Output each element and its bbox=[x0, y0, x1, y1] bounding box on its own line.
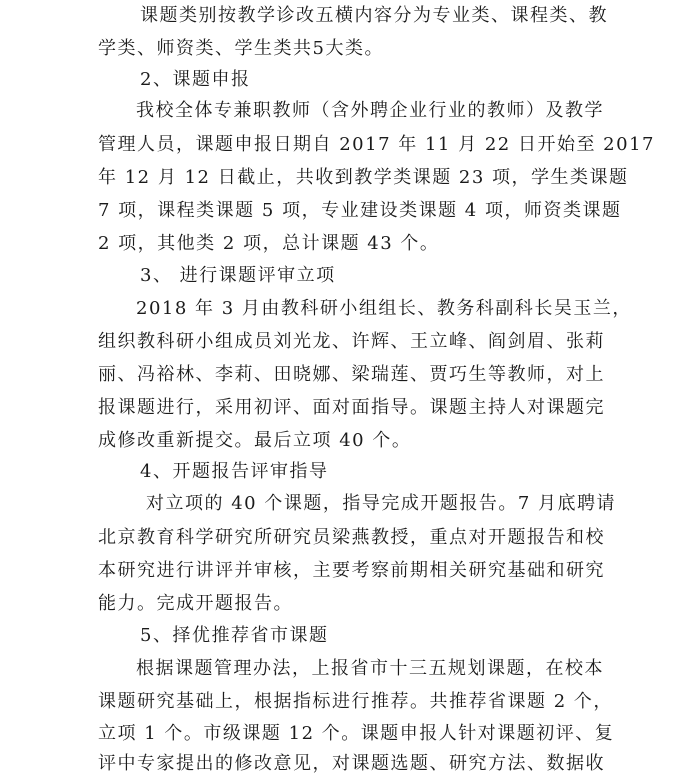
paragraph-line: 管理人员，课题申报日期自 2017 年 11 月 22 日开始至 2017 bbox=[98, 134, 655, 155]
paragraph-line: 对立项的 40 个课题，指导完成开题报告。7 月底聘请 bbox=[146, 493, 617, 514]
section-heading: 4、开题报告评审指导 bbox=[140, 461, 329, 482]
paragraph-line: 2018 年 3 月由教科研小组组长、教务科副科长吴玉兰， bbox=[136, 298, 632, 319]
paragraph-line: 2 项，其他类 2 项，总计课题 43 个。 bbox=[98, 233, 440, 254]
paragraph-line: 本研究进行讲评并审核，主要考察前期相关研究基础和研究 bbox=[98, 560, 605, 581]
paragraph-line: 我校全体专兼职教师（含外聘企业行业的教师）及教学 bbox=[136, 100, 604, 121]
paragraph-line: 根据课题管理办法，上报省市十三五规划课题，在校本 bbox=[136, 658, 604, 679]
paragraph-line: 能力。完成开题报告。 bbox=[98, 593, 293, 614]
paragraph-line: 评中专家提出的修改意见，对课题选题、研究方法、数据收 bbox=[98, 753, 605, 774]
paragraph-line: 北京教育科学研究所研究员梁燕教授，重点对开题报告和校 bbox=[98, 527, 605, 548]
paragraph-line: 7 项，课程类课题 5 项，专业建设类课题 4 项，师资类课题 bbox=[98, 200, 622, 221]
section-heading: 5、择优推荐省市课题 bbox=[140, 625, 329, 646]
paragraph-line: 年 12 月 12 日截止，共收到教学类课题 23 项，学生类课题 bbox=[98, 167, 629, 188]
paragraph-line: 丽、冯裕林、李莉、田晓娜、梁瑞莲、贾巧生等教师，对上 bbox=[98, 364, 605, 385]
paragraph-line: 课题研究基础上，根据指标进行推荐。共推荐省课题 2 个， bbox=[98, 691, 613, 712]
paragraph-line: 学类、师资类、学生类共5大类。 bbox=[98, 38, 384, 59]
paragraph-line: 报课题进行，采用初评、面对面指导。课题主持人对课题完 bbox=[98, 397, 605, 418]
paragraph-line: 课题类别按教学诊改五横内容分为专业类、课程类、教 bbox=[140, 5, 608, 26]
paragraph-line: 组织教科研小组成员刘光龙、许辉、王立峰、阎剑眉、张莉 bbox=[98, 331, 605, 352]
section-heading: 2、课题申报 bbox=[140, 69, 251, 90]
paragraph-line: 成修改重新提交。最后立项 40 个。 bbox=[98, 430, 412, 451]
paragraph-line: 立项 1 个。市级课题 12 个。课题申报人针对课题初评、复 bbox=[98, 723, 615, 744]
section-heading: 3、 进行课题评审立项 bbox=[140, 265, 336, 286]
